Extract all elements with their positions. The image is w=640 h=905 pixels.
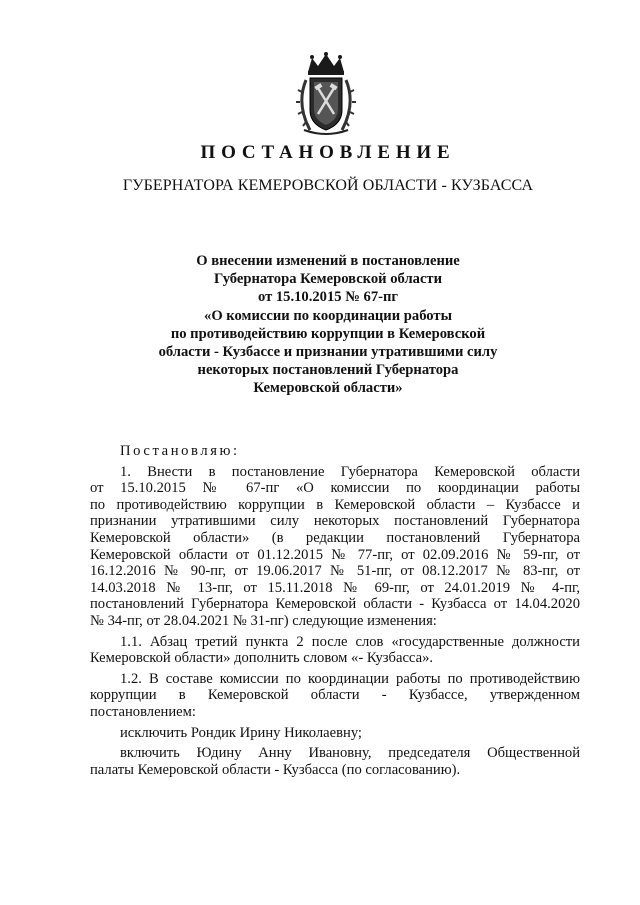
preamble: Постановляю: (120, 443, 240, 459)
subject-line: области - Кузбассе и признании утратившими силу (158, 344, 498, 361)
document-type-title: ПОСТАНОВЛЕНИЕ (200, 142, 456, 163)
include-member-line: включить Юдину Анну Ивановну, председателя Общественной (120, 745, 580, 762)
kemerovo-coat-of-arms-icon (296, 52, 356, 136)
subject-line: Кемеровской области» (253, 380, 403, 397)
subject-line: от 15.10.2015 № 67-пг (257, 289, 399, 306)
include-member-line: палаты Кемеровской области - Кузбасса (по согласованию). (90, 761, 461, 778)
exclude-member: исключить Рондик Ирину Николаевну; (120, 724, 362, 741)
paragraph-1-1-line: Кемеровской области» дополнить словом «- Кузбасса». (90, 650, 434, 667)
paragraph-1-line: Кемеровской области от 01.12.2015 № 77-пг, от 02.09.2016 № 59-пг, от (90, 546, 580, 563)
subject-line: «О комиссии по координации работы (204, 307, 452, 324)
paragraph-1-line: 1. Внести в постановление Губернатора Кемеровской области (120, 463, 580, 480)
paragraph-1-line: 16.12.2016 № 90-пг, от 19.06.2017 № 51-пг, от 08.12.2017 № 83-пг, от (90, 563, 580, 580)
document-subject (130, 252, 526, 398)
paragraph-1-2-line: коррупции в Кемеровской области - Кузбассе, утвержденном (90, 687, 580, 704)
paragraph-1-line: № 34-пг, от 28.04.2021 № 31-пг) следующие изменения: (90, 612, 437, 629)
subject-line: некоторых постановлений Губернатора (197, 362, 459, 379)
document-body (90, 443, 580, 778)
paragraph-1-line: 14.03.2018 № 13-пг, от 15.11.2018 № 69-пг, от 24.01.2019 № 4-пг, (90, 579, 580, 596)
paragraph-1-line: постановлений Губернатора Кемеровской области - Кузбасса от 14.04.2020 (90, 596, 580, 613)
paragraph-1-2-line: 1.2. В составе комиссии по координации работы по противодействию (120, 670, 580, 687)
paragraph-1-line: по противодействию коррупции в Кемеровской области – Кузбассе и (90, 496, 580, 513)
issuer-title: ГУБЕРНАТОРА КЕМЕРОВСКОЙ ОБЛАСТИ - КУЗБАССА (122, 177, 534, 194)
subject-line: по противодействию коррупции в Кемеровской (170, 325, 486, 342)
subject-line: Губернатора Кемеровской области (213, 271, 443, 288)
paragraph-1-1-line: 1.1. Абзац третий пункта 2 после слов «государственные должности (120, 633, 580, 650)
paragraph-1-line: Кемеровской области» (в редакции постановлений Губернатора (90, 529, 580, 546)
paragraph-1-line: признании утратившими силу некоторых постановлений Губернатора (90, 513, 580, 530)
subject-line: О внесении изменений в постановление (196, 253, 460, 269)
paragraph-1-line: от 15.10.2015 № 67-пг «О комиссии по координации работы (90, 480, 580, 497)
paragraph-1-2-line: постановлением: (90, 703, 196, 720)
